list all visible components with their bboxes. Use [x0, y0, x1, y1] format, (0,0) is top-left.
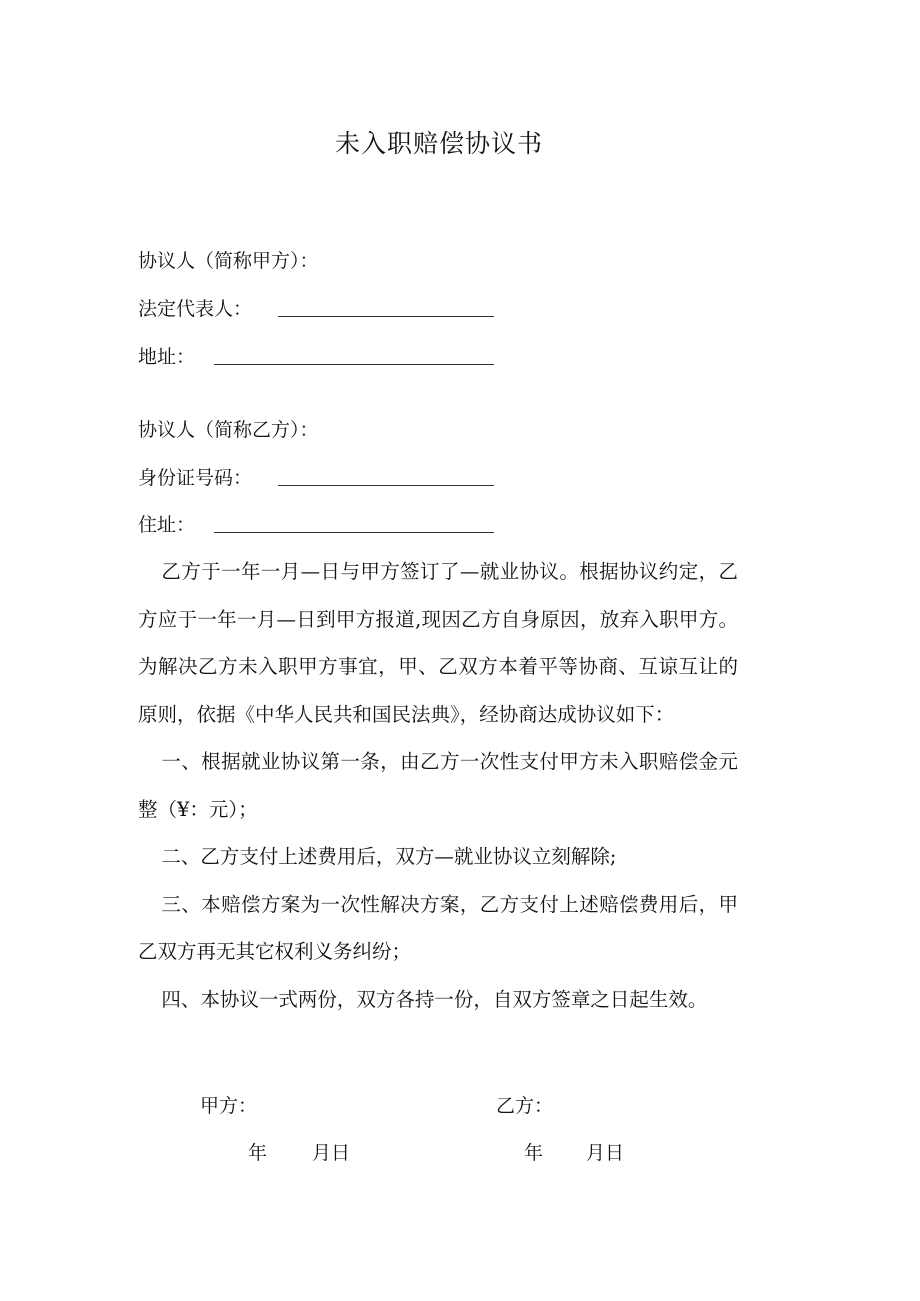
party-b-date-month-day: 月日 — [586, 1142, 625, 1164]
party-b-id-field — [138, 463, 252, 490]
party-b-heading — [138, 415, 319, 442]
party-a-date-month-day: 月日 — [312, 1142, 351, 1164]
party-b-heading-label: 协议人（简称乙方）： — [138, 419, 319, 441]
party-a-address-blank-line — [214, 364, 494, 365]
party-a-date-year: 年 — [248, 1142, 268, 1164]
party-a-heading-label: 协议人（简称甲方）： — [138, 250, 319, 272]
party-a-rep-field — [138, 294, 252, 321]
party-b-date-year: 年 — [524, 1142, 544, 1164]
party-a-heading — [138, 246, 319, 273]
party-b-id-label: 身份证号码： — [138, 467, 253, 489]
clause-3: 三、本赔偿方案为一次性解决方案，乙方支付上述赔偿费用后，甲乙双方再无其它权利义务纠纷； — [138, 892, 738, 963]
document-title: 未入职赔偿协议书 — [334, 129, 543, 158]
party-b-address-label: 住址： — [138, 514, 196, 536]
party-b-signature-label: 乙方： — [496, 1095, 554, 1117]
clause-1: 一、根据就业协议第一条，由乙方一次性支付甲方未入职赔偿金元整（¥：元）； — [138, 750, 738, 821]
party-b-address-blank-line — [214, 532, 494, 533]
party-a-rep-blank-line — [278, 316, 494, 317]
party-a-signature-label: 甲方： — [200, 1095, 258, 1117]
party-b-address-field — [138, 510, 195, 537]
party-b-id-blank-line — [278, 485, 494, 486]
party-a-address-label: 地址： — [138, 346, 196, 368]
clause-4: 四、本协议一式两份，双方各持一份，自双方签章之日起生效。 — [161, 987, 708, 1011]
preamble-paragraph: 乙方于一年一月—日与甲方签订了—就业协议。根据协议约定，乙方应于一年一月—日到甲方报道,现因乙方自身原因，放弃入职甲方。为解决乙方未入职甲方事宜，甲、乙双方本着平等协商、互谅互让的原则，依据《中华人民共和国民法典》，经协商达成协议如下： — [138, 560, 738, 726]
clause-2: 二、乙方支付上述费用后，双方—就业协议立刻解除; — [161, 845, 617, 868]
party-a-address-field — [138, 342, 195, 369]
party-a-rep-label: 法定代表人： — [138, 298, 253, 320]
agreement-body — [138, 548, 738, 1023]
